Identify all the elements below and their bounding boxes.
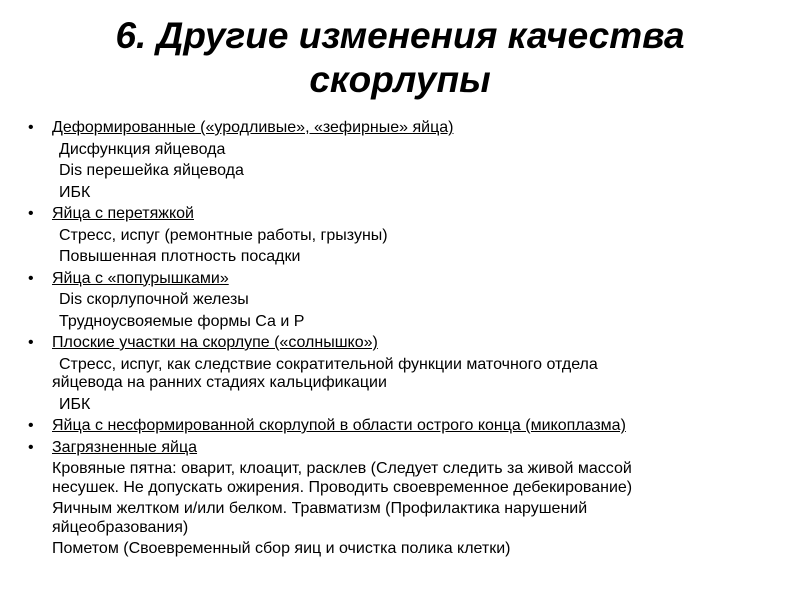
sub-item: ИБК	[59, 395, 91, 413]
sub-item: Кровяные пятна: оварит, клоацит, расклев (Следует следить за живой массой	[52, 460, 632, 477]
sub-item: Трудноусвояемые формы Са и Р	[59, 312, 305, 330]
sub-item-continuation: несушек. Не допускать ожирения. Проводить своевременное дебекирование)	[52, 478, 633, 496]
bullet-flat-areas	[26, 334, 786, 353]
bullet-heading: Яйца с несформированной скорлупой в области острого конца (микоплазма)	[52, 417, 626, 434]
bullet-constricted-eggs	[26, 205, 786, 224]
bullet-unformed-shell	[26, 417, 786, 436]
bullet-pimpled-eggs	[26, 270, 786, 289]
sub-item: Дисфункция яйцевода	[59, 140, 226, 158]
bullet-heading: Яйца с «попурышками»	[52, 269, 229, 287]
bullet-deformed-eggs	[26, 119, 786, 138]
bullet-heading: Яйца с перетяжкой	[52, 205, 194, 222]
slide-content	[26, 116, 786, 559]
sub-item: Повышенная плотность посадки	[59, 248, 301, 265]
bullet-heading: Загрязненные яйца	[52, 438, 198, 456]
bullet-heading: Деформированные («уродливые», «зефирные» яйца)	[52, 119, 454, 136]
bullet-heading: Плоские участки на скорлупе («солнышко»)	[52, 334, 378, 351]
sub-item-continuation: яйцевода на ранних стадиях кальцификации	[52, 374, 387, 391]
sub-item: Яичным желтком и/или белком. Травматизм (Профилактика нарушений	[52, 500, 588, 517]
sub-item: Стресс, испуг, как следствие сократительной функции маточного отдела	[59, 355, 598, 373]
sub-item-continuation: яйцеобразования)	[52, 518, 189, 536]
slide-title-line-1: 6. Другие изменения качества	[115, 15, 685, 56]
sub-item: Dis перешейка яйцевода	[59, 162, 244, 179]
sub-item: Dis скорлупочной железы	[59, 291, 249, 308]
sub-item: Пометом (Своевременный сбор яиц и очистка полика клетки)	[52, 540, 511, 557]
slide-title-line-2: скорлупы	[309, 59, 491, 100]
sub-item: Стресс, испуг (ремонтные работы, грызуны)	[59, 226, 388, 244]
slide-title	[40, 14, 760, 102]
sub-item: ИБК	[59, 183, 91, 201]
bullet-dirty-eggs	[26, 439, 786, 458]
